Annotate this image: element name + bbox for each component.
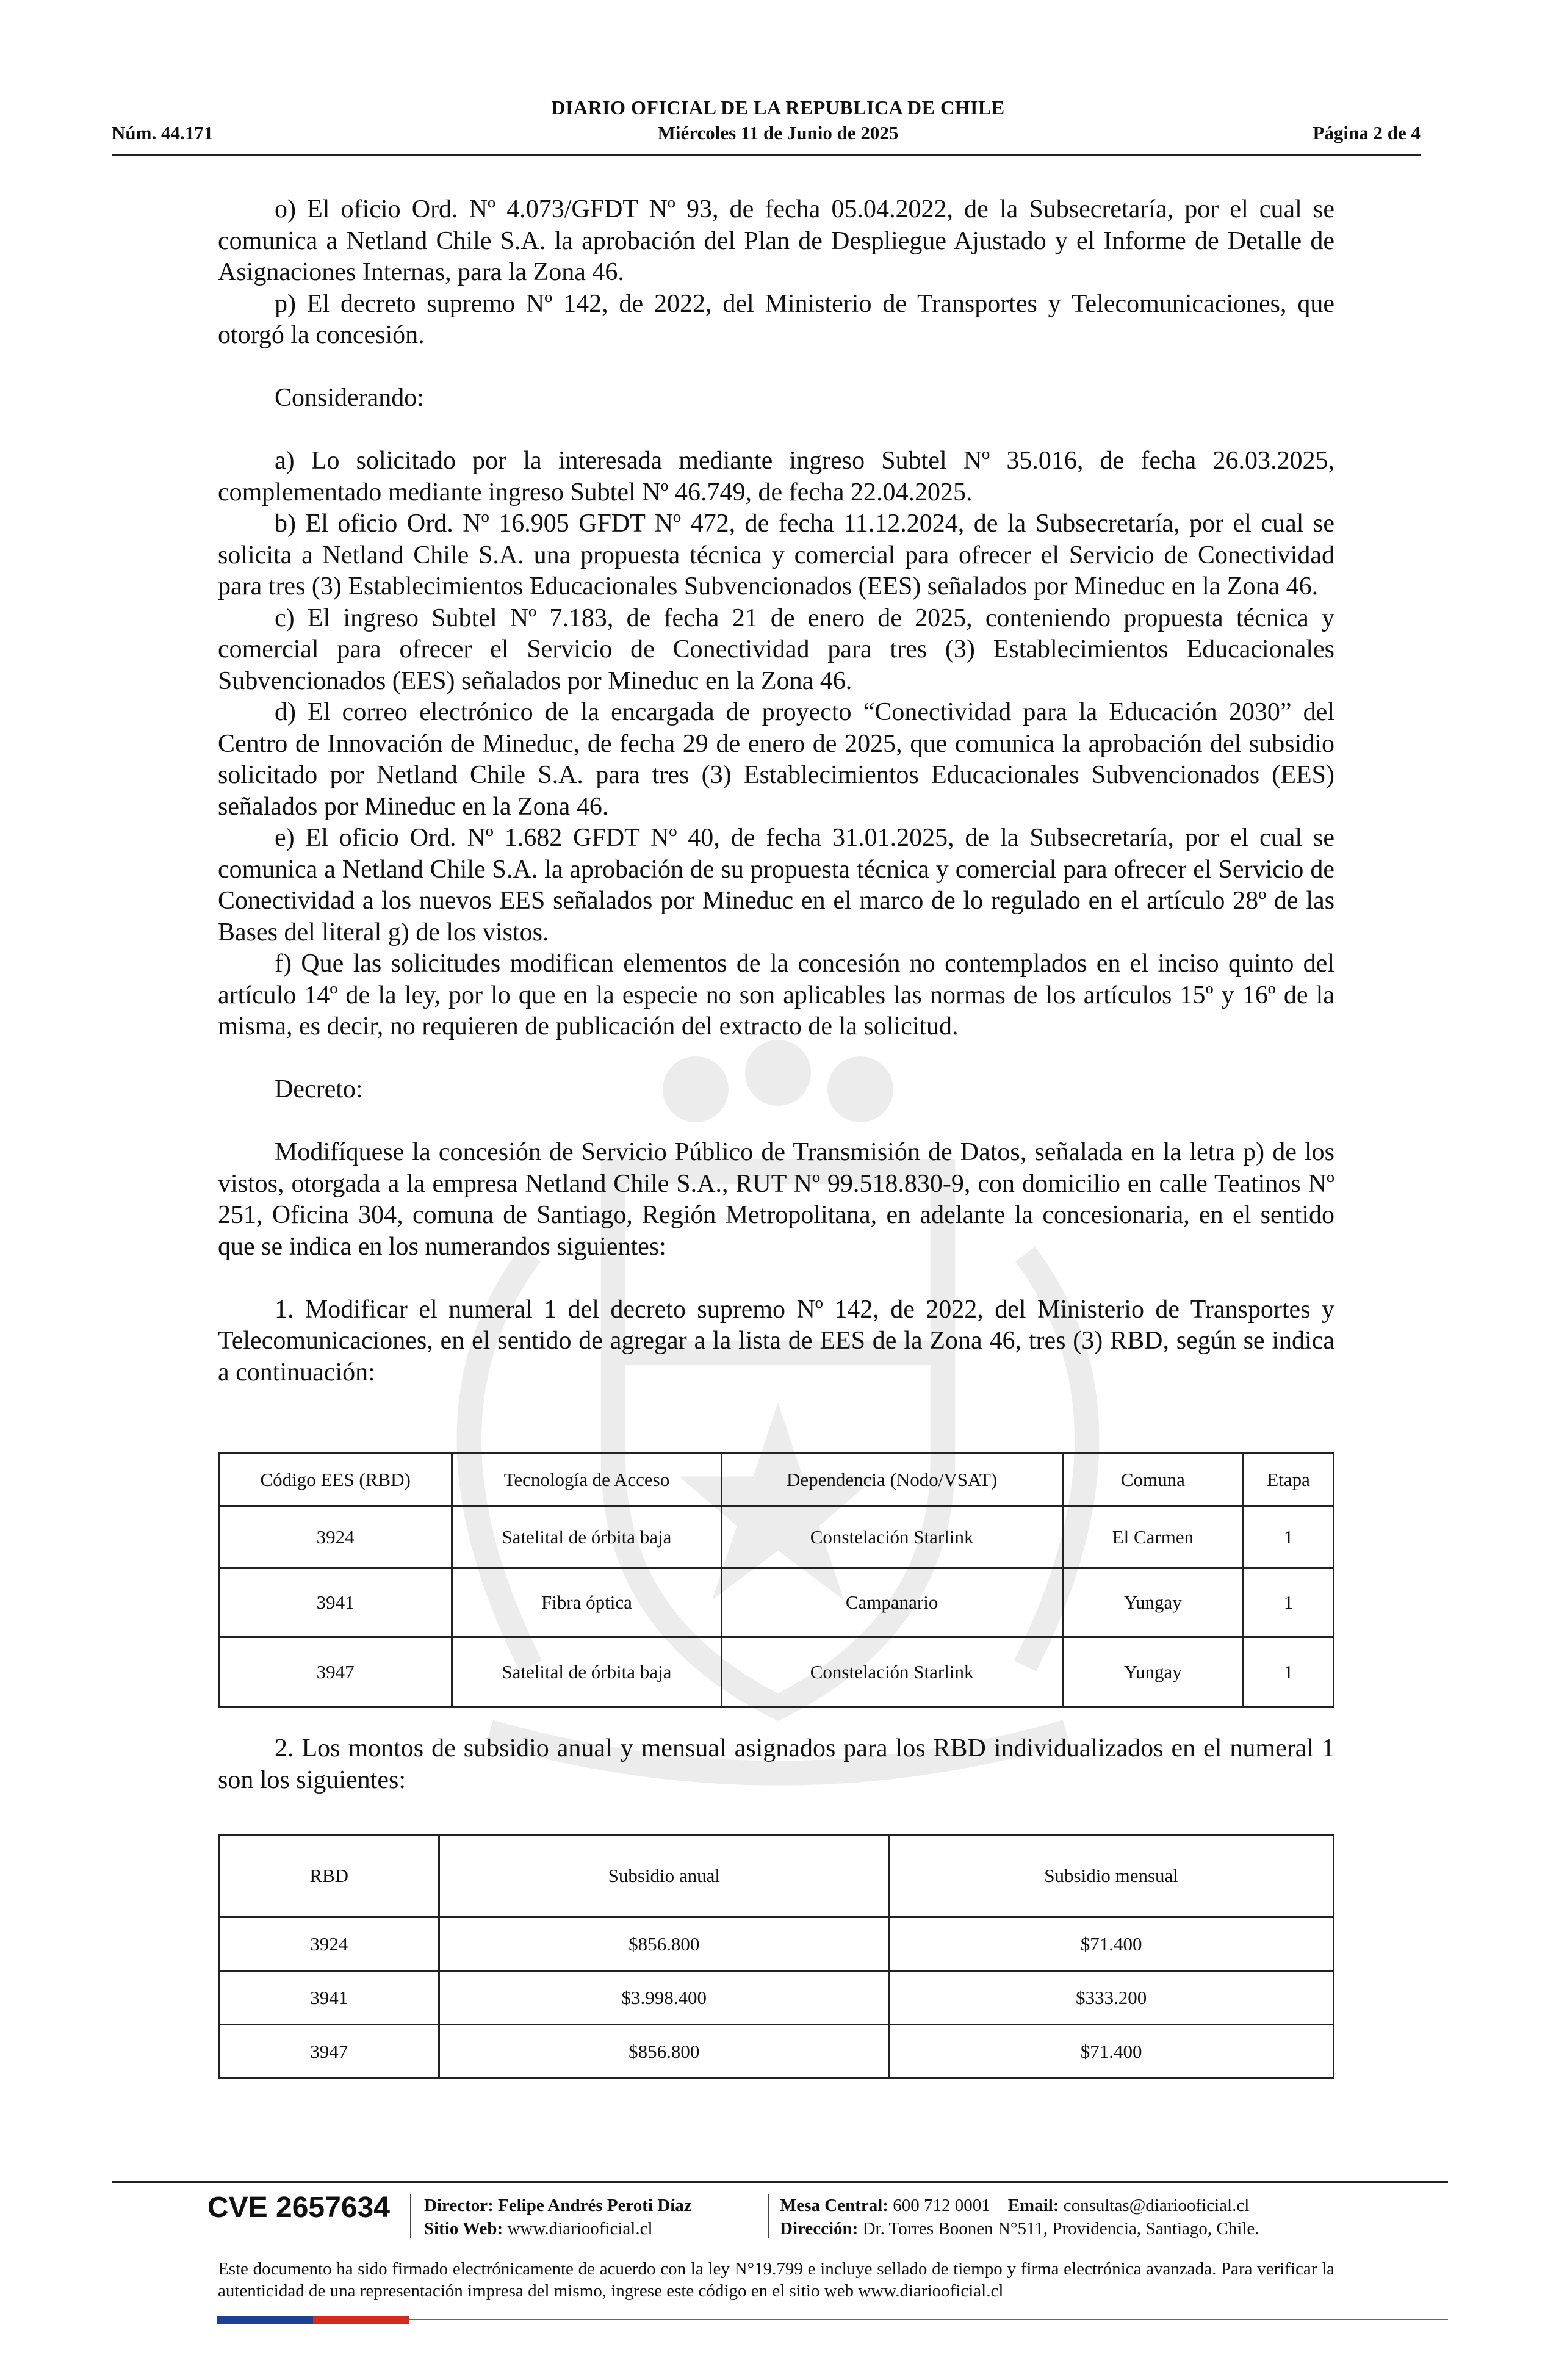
table-cell: 3924 — [219, 1917, 439, 1971]
table-header: Subsidio anual — [439, 1835, 889, 1917]
table-cell: 3924 — [219, 1506, 452, 1568]
table-cell: Constelación Starlink — [721, 1506, 1062, 1568]
numeral-2: 2. Los montos de subsidio anual y mensual asignados para los RBD individualizados en el numeral 1 son los siguientes: — [218, 1734, 1334, 1794]
table-header-row — [219, 1454, 1334, 1506]
footer-separator — [768, 2194, 769, 2238]
decreto-heading: Decreto: — [275, 1075, 363, 1103]
document-body — [218, 194, 1334, 1388]
footer-contact-block — [780, 2194, 1259, 2240]
table-cell: Satelital de órbita baja — [452, 1506, 721, 1568]
table-cell: 3941 — [219, 1971, 439, 2025]
table-row — [219, 1971, 1334, 2025]
page-indicator: Página 2 de 4 — [1313, 122, 1421, 143]
website-link[interactable]: www.diariooficial.cl — [507, 2219, 653, 2238]
table-row — [219, 1637, 1334, 1707]
table-cell: Constelación Starlink — [721, 1637, 1062, 1707]
table-cell: $3.998.400 — [439, 1971, 889, 2025]
table-cell: $856.800 — [439, 1917, 889, 1971]
table-cell: 1 — [1244, 1506, 1334, 1568]
header-divider — [112, 154, 1421, 156]
table-cell: 1 — [1244, 1637, 1334, 1707]
considerando-c: c) El ingreso Subtel Nº 7.183, de fecha 21 de enero de 2025, conteniendo propuesta técnica y comercial para ofrecer el Servicio de Conectividad para tres (3) Establecimientos Educacionales Subvencionados (EES) señalados por Mineduc en la Zona 46. — [218, 604, 1334, 695]
email-label: Email: — [1007, 2196, 1059, 2215]
footer-separator — [410, 2194, 411, 2238]
table-cell: Campanario — [721, 1568, 1062, 1637]
director-label: Director: — [424, 2196, 494, 2215]
mesa-phone: 600 712 0001 — [893, 2196, 990, 2215]
email-link[interactable]: consultas@diariooficial.cl — [1063, 2196, 1250, 2215]
flag-stripe-blue — [217, 2316, 265, 2324]
numeral-1: 1. Modificar el numeral 1 del decreto supremo Nº 142, de 2022, del Ministerio de Transportes y Telecomunicaciones, en el sentido de agregar a la lista de EES de la Zona 46, tres (3) RBD, según se indica a continuación: — [218, 1295, 1334, 1387]
considerando-d: d) El correo electrónico de la encargada de proyecto “Conectividad para la Educación 2030” del Centro de Innovación de Mineduc, de fecha 29 de enero de 2025, que comunica la aprobación del subsidio solicitado por Netland Chile S.A. para tres (3) Establecimientos Educacionales Subvencionados (EES) señalados por Mineduc en la Zona 46. — [218, 698, 1334, 821]
considerando-f: f) Que las solicitudes modifican elementos de la concesión no contemplados en el inciso quinto del artículo 14º de la ley, por lo que en la especie no son aplicables las normas de los artículos 15º y 16º de la misma, es decir, no requieren de publicación del extracto de la solicitud. — [218, 950, 1334, 1040]
cve-code: CVE 2657634 — [207, 2191, 390, 2224]
considerando-a: a) Lo solicitado por la interesada mediante ingreso Subtel Nº 35.016, de fecha 26.03.2025, complementado mediante ingreso Subtel Nº 46.749, de fecha 22.04.2025. — [218, 447, 1334, 507]
table-header: Tecnología de Acceso — [452, 1454, 721, 1506]
vistos-o: o) El oficio Ord. Nº 4.073/GFDT Nº 93, de fecha 05.04.2022, de la Subsecretaría, por el cual se comunica a Netland Chile S.A. la aprobación del Plan de Despliegue Ajustado y el Informe de Detalle de Asignaciones Internas, para la Zona 46. — [218, 195, 1334, 286]
publication-title: DIARIO OFICIAL DE LA REPUBLICA DE CHILE — [551, 96, 1005, 118]
director-name: Felipe Andrés Peroti Díaz — [498, 2196, 692, 2215]
table-header: Subsidio mensual — [889, 1835, 1334, 1917]
mesa-label: Mesa Central: — [780, 2196, 888, 2215]
flag-stripe-red — [361, 2316, 409, 2324]
table-row — [219, 1917, 1334, 1971]
flag-stripe-blue — [265, 2316, 313, 2324]
footer-director-block — [424, 2194, 692, 2240]
table-header: RBD — [219, 1835, 439, 1917]
address: Dr. Torres Boonen N°511, Providencia, Santiago, Chile. — [862, 2219, 1259, 2238]
publication-date: Miércoles 11 de Junio de 2025 — [657, 122, 899, 143]
table-cell: $71.400 — [889, 2025, 1334, 2079]
website-label: Sitio Web: — [424, 2219, 503, 2238]
table-cell: El Carmen — [1062, 1506, 1244, 1568]
considerando-heading: Considerando: — [275, 384, 424, 412]
ees-table — [218, 1452, 1334, 1708]
footer-bottom-line — [409, 2319, 1448, 2320]
considerando-b: b) El oficio Ord. Nº 16.905 GFDT Nº 472, de fecha 11.12.2024, de la Subsecretaría, por el cual se solicita a Netland Chile S.A. una propuesta técnica y comercial para ofrecer el Servicio de Conectividad para tres (3) Establecimientos Educacionales Subvencionados (EES) señalados por Mineduc en la Zona 46. — [218, 510, 1334, 600]
considerando-e: e) El oficio Ord. Nº 1.682 GFDT Nº 40, de fecha 31.01.2025, de la Subsecretaría, por el cual se comunica a Netland Chile S.A. la aprobación de su propuesta técnica y comercial para ofrecer el Servicio de Conectividad a los nuevos EES señalados por Mineduc en el marco de lo regulado en el artículo 28º de las Bases del literal g) de los vistos. — [218, 824, 1334, 947]
legal-notice: Este documento ha sido firmado electrónicamente de acuerdo con la ley N°19.799 e incluye sellado de tiempo y firma electrónica avanzada. Para verificar la autenticidad de una representación impresa del mismo, ingrese este código en el sitio web www.diariooficial.cl — [218, 2259, 1334, 2301]
table-header: Comuna — [1062, 1454, 1244, 1506]
issue-number: Núm. 44.171 — [112, 122, 214, 143]
table-header: Etapa — [1244, 1454, 1334, 1506]
table-cell: Satelital de órbita baja — [452, 1637, 721, 1707]
table-cell: $856.800 — [439, 2025, 889, 2079]
table-cell: 1 — [1244, 1568, 1334, 1637]
table-header-row — [219, 1835, 1334, 1917]
table-cell: $333.200 — [889, 1971, 1334, 2025]
table-cell: $71.400 — [889, 1917, 1334, 1971]
flag-stripe-red — [313, 2316, 361, 2324]
numeral-2-block — [218, 1733, 1334, 1796]
table-cell: Yungay — [1062, 1568, 1244, 1637]
modifiquese-paragraph: Modifíquese la concesión de Servicio Público de Transmisión de Datos, señalada en la letra p) de los vistos, otorgada a la empresa Netland Chile S.A., RUT Nº 99.518.830-9, con domicilio en calle Teatinos Nº 251, Oficina 304, comuna de Santiago, Región Metropolitana, en adelante la concesionaria, en el sentido que se indica en los numerandos siguientes: — [218, 1138, 1334, 1261]
table-header: Código EES (RBD) — [219, 1454, 452, 1506]
table-cell: 3947 — [219, 1637, 452, 1707]
address-label: Dirección: — [780, 2219, 859, 2238]
vistos-p: p) El decreto supremo Nº 142, de 2022, del Ministerio de Transportes y Telecomunicaciones, que otorgó la concesión. — [218, 289, 1334, 349]
footer-divider — [112, 2181, 1448, 2183]
table-cell: 3947 — [219, 2025, 439, 2079]
table-row — [219, 1506, 1334, 1568]
table-cell: Fibra óptica — [452, 1568, 721, 1637]
table-cell: Yungay — [1062, 1637, 1244, 1707]
subsidy-table — [218, 1834, 1334, 2079]
table-row — [219, 1568, 1334, 1637]
table-cell: 3941 — [219, 1568, 452, 1637]
table-header: Dependencia (Nodo/VSAT) — [721, 1454, 1062, 1506]
flag-stripe — [217, 2316, 409, 2324]
table-row — [219, 2025, 1334, 2079]
